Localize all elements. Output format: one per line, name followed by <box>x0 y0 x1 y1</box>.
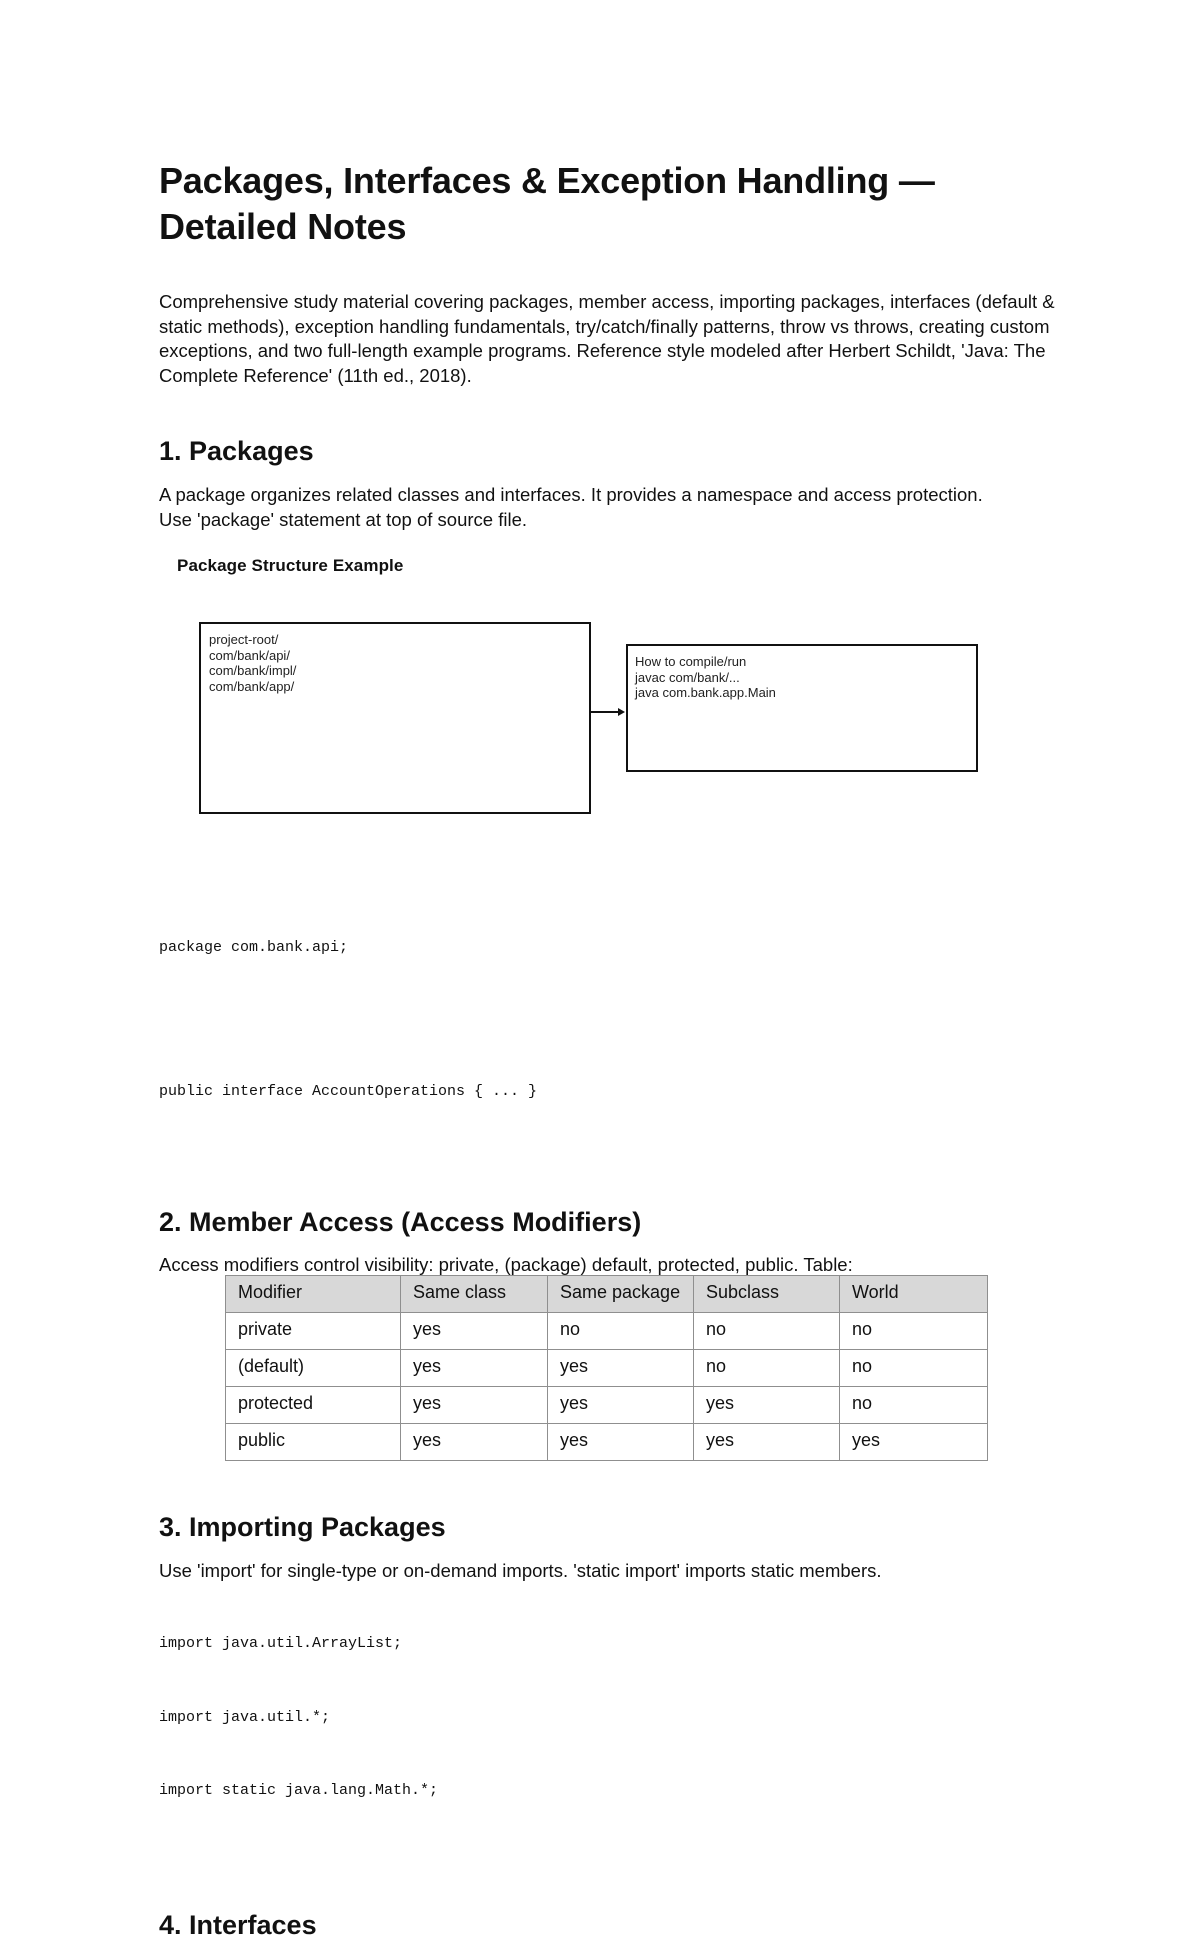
member-access-description: Access modifiers control visibility: private, (package) default, protected, public. Table: <box>159 1254 853 1275</box>
table-header-cell: Modifier <box>226 1275 401 1312</box>
table-cell: no <box>840 1386 988 1423</box>
package-structure-diagram <box>159 598 1039 858</box>
table-cell: no <box>694 1312 840 1349</box>
interface-declaration-code: public interface AccountOperations { ... } <box>159 1083 538 1100</box>
import-code-block <box>159 1583 1059 1853</box>
compile-run-line: javac com/bank/... <box>635 669 740 685</box>
table-cell: no <box>840 1312 988 1349</box>
section-heading-member-access: 2. Member Access (Access Modifiers) <box>159 1207 642 1237</box>
table-header-cell: Same class <box>401 1275 548 1312</box>
package-declaration-code: package com.bank.api; <box>159 939 349 956</box>
table-cell: yes <box>840 1423 988 1460</box>
project-structure-box <box>199 622 591 814</box>
arrow-right-icon <box>591 702 625 722</box>
table-cell: yes <box>548 1349 694 1386</box>
package-code-block <box>159 888 1059 1152</box>
table-cell: no <box>840 1349 988 1386</box>
table-row <box>226 1386 988 1423</box>
project-structure-line: com/bank/impl/ <box>209 663 297 678</box>
table-row <box>226 1349 988 1386</box>
section-heading-packages: 1. Packages <box>159 436 314 466</box>
table-cell: yes <box>401 1386 548 1423</box>
table-cell: yes <box>401 1349 548 1386</box>
table-cell: yes <box>694 1423 840 1460</box>
import-code-line: import java.util.ArrayList; <box>159 1635 403 1652</box>
table-cell: public <box>226 1423 401 1460</box>
table-cell: protected <box>226 1386 401 1423</box>
table-cell: yes <box>694 1386 840 1423</box>
table-header-cell: Same package <box>548 1275 694 1312</box>
code-spacer <box>159 1008 1059 1032</box>
document-content <box>159 158 1059 1941</box>
document-title: Packages, Interfaces & Exception Handling — Detailed Notes <box>159 160 935 247</box>
importing-description: Use 'import' for single-type or on-demand imports. 'static import' imports static members. <box>159 1559 882 1581</box>
section-heading-importing: 3. Importing Packages <box>159 1511 446 1542</box>
compile-run-box <box>626 644 978 772</box>
table-row <box>226 1423 988 1460</box>
table-cell: (default) <box>226 1349 401 1386</box>
import-code-line: import static java.lang.Math.*; <box>159 1782 439 1799</box>
table-cell: yes <box>548 1386 694 1423</box>
table-cell: yes <box>401 1423 548 1460</box>
table-header-row <box>226 1275 988 1312</box>
compile-run-line: java com.bank.app.Main <box>635 685 776 700</box>
table-cell: no <box>548 1312 694 1349</box>
table-row <box>226 1312 988 1349</box>
packages-description: A package organizes related classes and interfaces. It provides a namespace and access protection. Use 'package' statement at top of source file. <box>159 484 983 530</box>
table-header-cell: World <box>840 1275 988 1312</box>
package-figure-title: Package Structure Example <box>177 556 404 575</box>
section-heading-interfaces: 4. Interfaces <box>159 1909 317 1940</box>
project-structure-line: com/bank/app/ <box>209 678 295 694</box>
import-code-line: import java.util.*; <box>159 1708 331 1726</box>
table-cell: no <box>694 1349 840 1386</box>
compile-run-line: How to compile/run <box>635 654 747 669</box>
intro-paragraph: Comprehensive study material covering packages, member access, importing packages, interfaces (default & static methods), exception handling fundamentals, try/catch/finally patterns, throw vs throws, creating custom exceptions, and two full-length example programs. Reference style modeled after Herbert Schildt, 'Java: The Complete Reference' (11th ed., 2018). <box>159 291 1055 386</box>
table-header-cell: Subclass <box>694 1275 840 1312</box>
access-modifiers-table <box>225 1275 988 1461</box>
table-cell: private <box>226 1312 401 1349</box>
project-structure-line: project-root/ <box>209 632 279 647</box>
table-cell: yes <box>401 1312 548 1349</box>
project-structure-line: com/bank/api/ <box>209 647 290 663</box>
table-cell: yes <box>548 1423 694 1460</box>
